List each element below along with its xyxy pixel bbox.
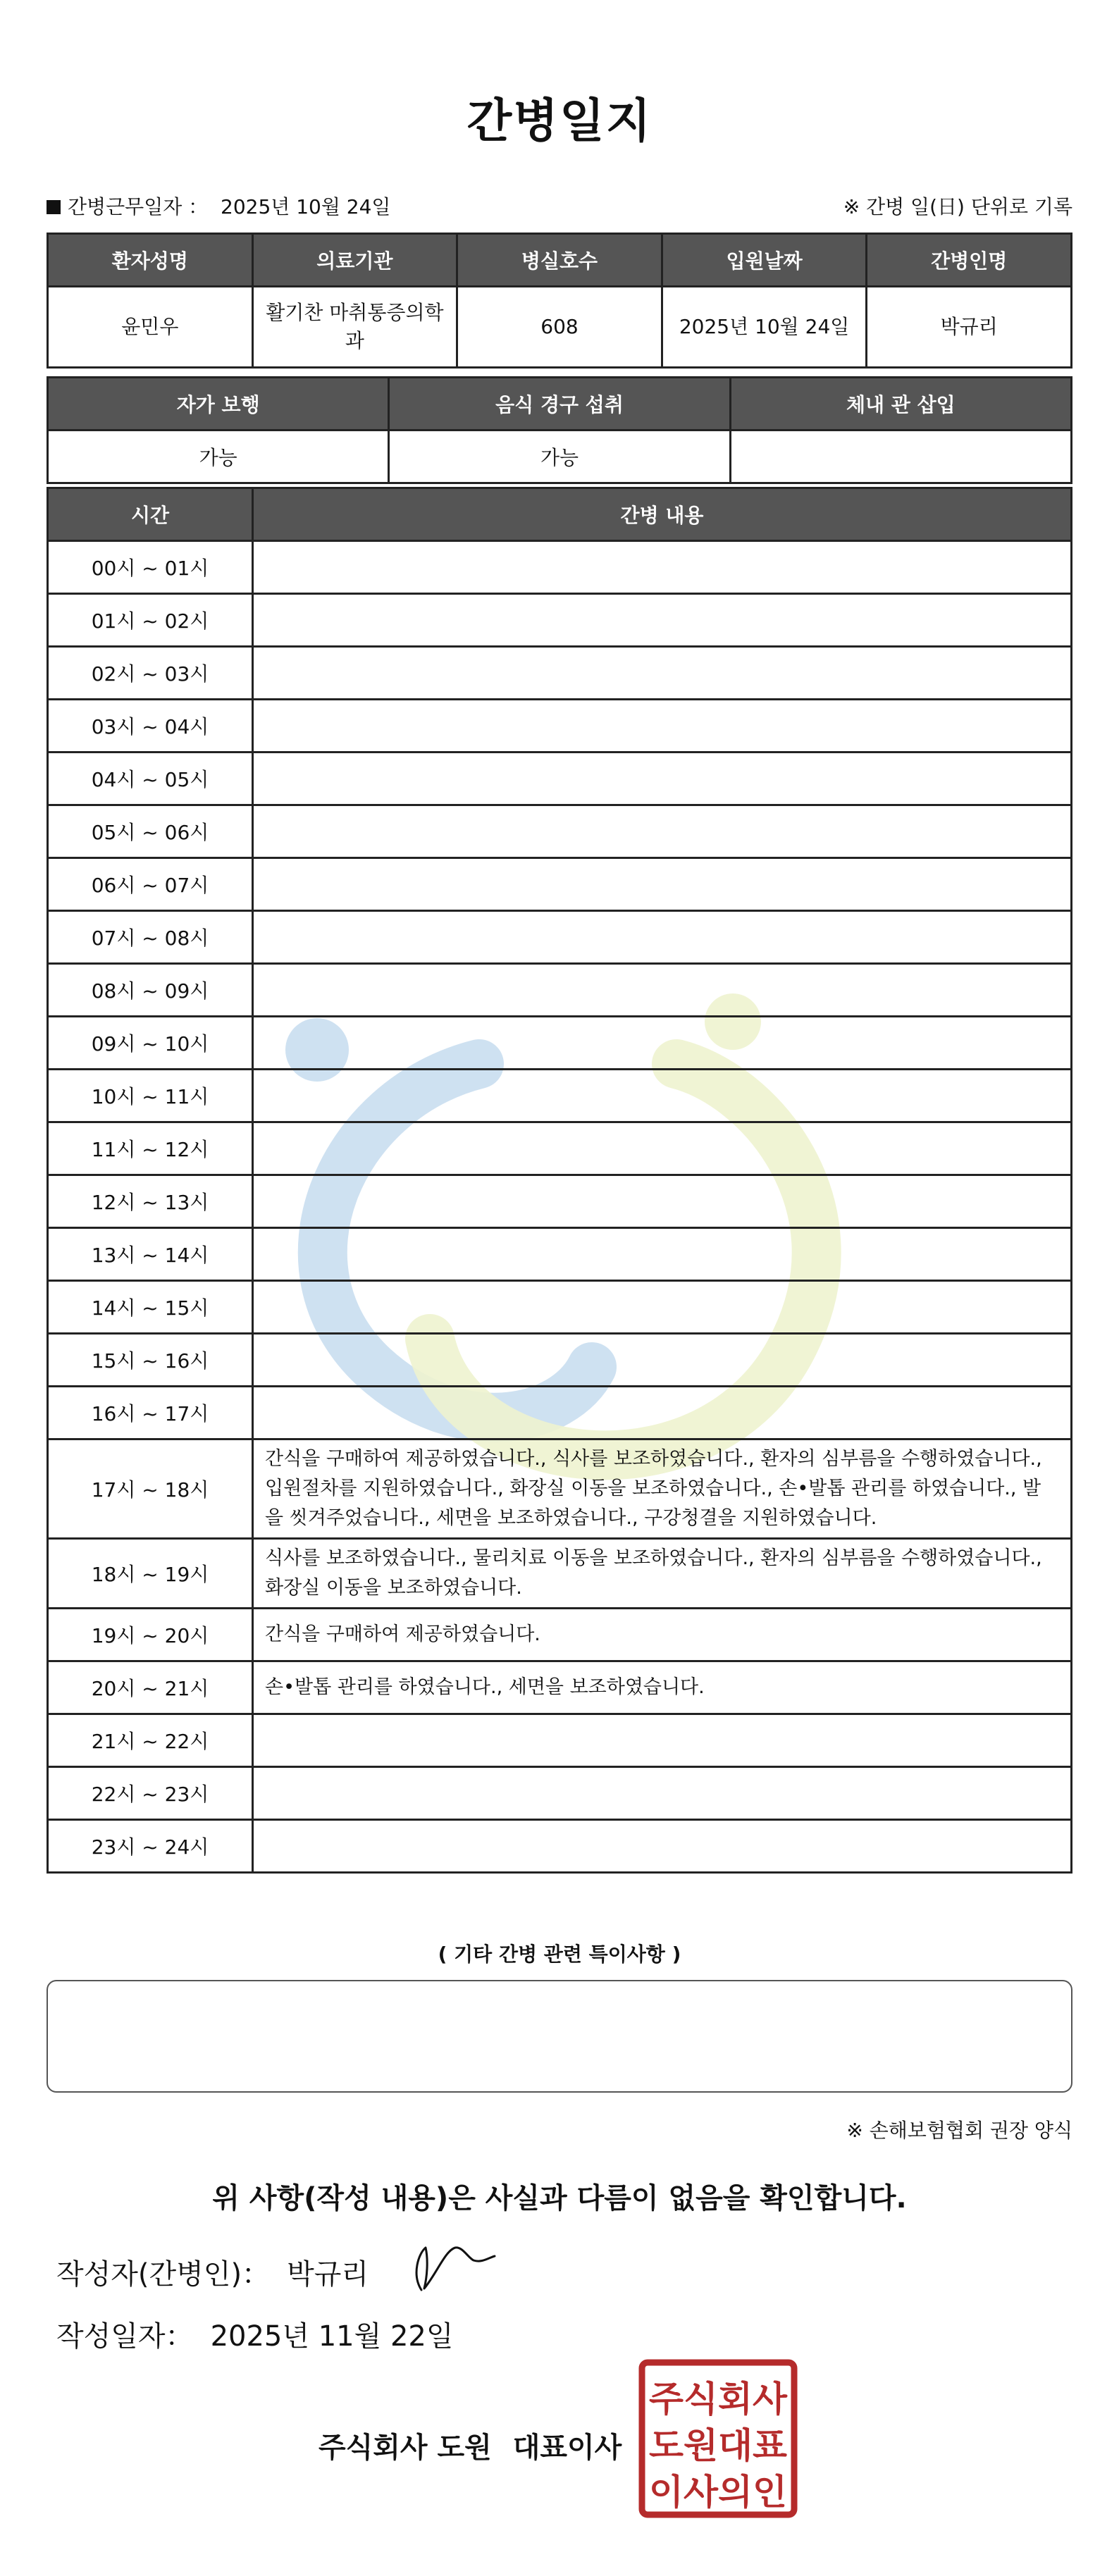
seal-line-2: 도원대표: [649, 2425, 788, 2466]
oral-intake-value: 가능: [389, 431, 730, 483]
log-time: 06시 ~ 07시: [48, 858, 253, 911]
log-row: [48, 594, 1072, 647]
header-oral-intake: 음식 경구 섭취: [389, 378, 730, 431]
log-row: [48, 1017, 1072, 1070]
log-content: [253, 1387, 1072, 1439]
log-time: 18시 ~ 19시: [48, 1539, 253, 1609]
log-row: [48, 1281, 1072, 1334]
log-content: [253, 700, 1072, 753]
tube-insertion-value: [730, 431, 1071, 483]
log-content: [253, 541, 1072, 594]
header-self-walking: 자가 보행: [48, 378, 389, 431]
log-row: [48, 911, 1072, 964]
header-admission-date: 입원날짜: [662, 234, 867, 287]
log-row: [48, 1820, 1072, 1873]
form-note: ※ 손해보험협회 권장 양식: [846, 2119, 1072, 2142]
log-content: [253, 1070, 1072, 1122]
log-time: 10시 ~ 11시: [48, 1070, 253, 1122]
admission-date: 2025년 10월 24일: [662, 287, 867, 368]
log-row: [48, 1122, 1072, 1175]
author-signature: [409, 2232, 500, 2296]
written-date-line: [56, 2314, 454, 2354]
written-date-label: 작성일자：: [56, 2320, 194, 2353]
remarks-title: ( 기타 간병 관련 특이사항 ): [438, 1943, 681, 1966]
log-time: 11시 ~ 12시: [48, 1122, 253, 1175]
log-content: [253, 1820, 1072, 1873]
log-time: 13시 ~ 14시: [48, 1228, 253, 1281]
log-time: 17시 ~ 18시: [48, 1439, 253, 1539]
log-row: [48, 1387, 1072, 1439]
header-caregiver-name: 간병인명: [867, 234, 1072, 287]
log-row: [48, 858, 1072, 911]
log-row: [48, 1767, 1072, 1820]
company-title: 대표이사: [512, 2432, 622, 2464]
log-time: 07시 ~ 08시: [48, 911, 253, 964]
log-row: [48, 647, 1072, 700]
log-time: 23시 ~ 24시: [48, 1820, 253, 1873]
patient-info-table: [47, 233, 1072, 369]
log-content: [253, 1767, 1072, 1820]
hospital-name: 활기찬 마취통증의학과: [252, 287, 457, 368]
header-room-number: 병실호수: [457, 234, 662, 287]
work-date: [47, 192, 390, 220]
bullet-square-icon: [47, 200, 61, 214]
log-time: 03시 ~ 04시: [48, 700, 253, 753]
author-name: 박규리: [287, 2258, 369, 2291]
log-row: [48, 753, 1072, 805]
log-time: 08시 ~ 09시: [48, 964, 253, 1017]
log-row: [48, 541, 1072, 594]
author-label: 작성자(간병인)：: [56, 2258, 271, 2291]
log-content: [253, 964, 1072, 1017]
work-date-row: [47, 192, 1072, 223]
work-date-label: 간병근무일자 ：: [68, 195, 209, 218]
log-time: 00시 ~ 01시: [48, 541, 253, 594]
log-time: 12시 ~ 13시: [48, 1175, 253, 1228]
log-content: [253, 1122, 1072, 1175]
work-date-value: 2025년 10월 24일: [221, 195, 391, 218]
log-time: 19시 ~ 20시: [48, 1609, 253, 1661]
remarks-box: [47, 1980, 1072, 2093]
log-content: [253, 858, 1072, 911]
log-content: [253, 1228, 1072, 1281]
status-table: [47, 376, 1072, 484]
company-name: 주식회사 도원: [319, 2432, 492, 2464]
log-row: [48, 1714, 1072, 1767]
log-row: [48, 1539, 1072, 1609]
log-time: 16시 ~ 17시: [48, 1387, 253, 1439]
log-content: [253, 911, 1072, 964]
log-content: [253, 1714, 1072, 1767]
log-row: [48, 1609, 1072, 1661]
log-row: [48, 1228, 1072, 1281]
log-time: 05시 ~ 06시: [48, 805, 253, 858]
log-row: [48, 1439, 1072, 1539]
patient-name: 윤민우: [48, 287, 253, 368]
header-time: 시간: [48, 488, 253, 541]
log-content: [253, 1334, 1072, 1387]
log-content: [253, 1017, 1072, 1070]
log-content: [253, 1281, 1072, 1334]
log-content: 간식을 구매하여 제공하였습니다.: [253, 1609, 1072, 1661]
header-hospital: 의료기관: [252, 234, 457, 287]
confirmation-statement: 위 사항(작성 내용)은 사실과 다름이 없음을 확인합니다.: [212, 2182, 907, 2215]
log-content: [253, 753, 1072, 805]
log-time: 15시 ~ 16시: [48, 1334, 253, 1387]
log-time: 01시 ~ 02시: [48, 594, 253, 647]
log-time: 22시 ~ 23시: [48, 1767, 253, 1820]
log-time: 04시 ~ 05시: [48, 753, 253, 805]
company-seal: [638, 2359, 798, 2518]
log-content: 간식을 구매하여 제공하였습니다., 식사를 보조하였습니다., 환자의 심부름을 수행하였습니다., 입원절차를 지원하였습니다., 화장실 이동을 보조하였습니다., 손•발톱 관리를 하였습니다., 발을 씻겨주었습니다., 세면을 보조하였습니다., 구강청결을 지원하였습니다.: [253, 1439, 1072, 1539]
log-content: 식사를 보조하였습니다., 물리치료 이동을 보조하였습니다., 환자의 심부름을 수행하였습니다., 화장실 이동을 보조하였습니다.: [253, 1539, 1072, 1609]
author-line: [56, 2252, 369, 2292]
log-time: 20시 ~ 21시: [48, 1661, 253, 1714]
record-note: ※ 간병 일(日) 단위로 기록: [843, 195, 1072, 218]
header-care-content: 간병 내용: [253, 488, 1072, 541]
log-time: 21시 ~ 22시: [48, 1714, 253, 1767]
log-row: [48, 1070, 1072, 1122]
header-tube-insertion: 체내 관 삽입: [730, 378, 1071, 431]
written-date: 2025년 11월 22일: [210, 2320, 454, 2353]
log-row: [48, 964, 1072, 1017]
page-title: 간병일지: [466, 94, 653, 148]
caregiver-name: 박규리: [867, 287, 1072, 368]
log-row: [48, 1661, 1072, 1714]
log-time: 02시 ~ 03시: [48, 647, 253, 700]
header-patient-name: 환자성명: [48, 234, 253, 287]
seal-line-1: 주식회사: [649, 2379, 788, 2420]
log-content: [253, 647, 1072, 700]
log-time: 09시 ~ 10시: [48, 1017, 253, 1070]
log-row: [48, 1175, 1072, 1228]
self-walking-value: 가능: [48, 431, 389, 483]
care-log-table: [47, 487, 1072, 1874]
company-line: [319, 2425, 622, 2465]
seal-line-3: 이사의인: [649, 2472, 787, 2513]
log-row: [48, 700, 1072, 753]
log-row: [48, 1334, 1072, 1387]
room-number: 608: [457, 287, 662, 368]
log-content: [253, 594, 1072, 647]
log-content: [253, 805, 1072, 858]
log-content: [253, 1175, 1072, 1228]
log-time: 14시 ~ 15시: [48, 1281, 253, 1334]
log-content: 손•발톱 관리를 하였습니다., 세면을 보조하였습니다.: [253, 1661, 1072, 1714]
log-row: [48, 805, 1072, 858]
